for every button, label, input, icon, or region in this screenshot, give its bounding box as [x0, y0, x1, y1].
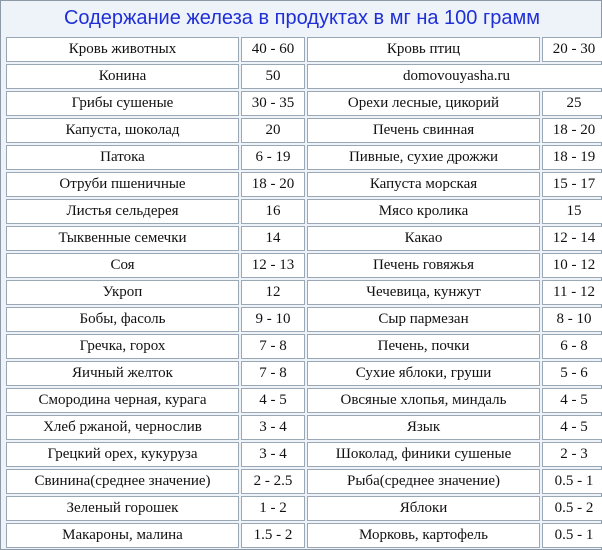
product-name-cell: Кровь животных	[6, 37, 239, 62]
table-row	[6, 199, 602, 224]
table-row	[6, 226, 602, 251]
table-row	[6, 118, 602, 143]
iron-value-cell: 1 - 2	[241, 496, 305, 521]
product-name-cell: Печень, почки	[307, 334, 540, 359]
product-name-cell: Отруби пшеничные	[6, 172, 239, 197]
product-name-cell: Гречка, горох	[6, 334, 239, 359]
product-name-cell: Сыр пармезан	[307, 307, 540, 332]
iron-value-cell: 2 - 2.5	[241, 469, 305, 494]
product-name-cell: Пивные, сухие дрожжи	[307, 145, 540, 170]
product-name-cell: Листья сельдерея	[6, 199, 239, 224]
table-row	[6, 523, 602, 548]
product-name-cell: Смородина черная, курага	[6, 388, 239, 413]
product-name-cell: Свинина(среднее значение)	[6, 469, 239, 494]
iron-value-cell: 12	[241, 280, 305, 305]
table-row	[6, 442, 602, 467]
iron-value-cell: 6 - 19	[241, 145, 305, 170]
table-row	[6, 415, 602, 440]
iron-value-cell: 0.5 - 1	[542, 523, 602, 548]
product-name-cell: Соя	[6, 253, 239, 278]
table-row	[6, 172, 602, 197]
product-name-cell: Кровь птиц	[307, 37, 540, 62]
iron-value-cell: 12 - 14	[542, 226, 602, 251]
table-row	[6, 253, 602, 278]
product-name-cell: Бобы, фасоль	[6, 307, 239, 332]
product-name-cell: Какао	[307, 226, 540, 251]
iron-value-cell: 4 - 5	[542, 388, 602, 413]
product-name-cell: Чечевица, кунжут	[307, 280, 540, 305]
iron-value-cell: 20 - 30	[542, 37, 602, 62]
product-name-cell: Патока	[6, 145, 239, 170]
product-name-cell: Тыквенные семечки	[6, 226, 239, 251]
iron-value-cell: 18 - 19	[542, 145, 602, 170]
iron-value-cell: 3 - 4	[241, 415, 305, 440]
product-name-cell: Сухие яблоки, груши	[307, 361, 540, 386]
product-name-cell: Хлеб ржаной, чернослив	[6, 415, 239, 440]
iron-value-cell: 20	[241, 118, 305, 143]
product-name-cell: Рыба(среднее значение)	[307, 469, 540, 494]
iron-value-cell: 50	[241, 64, 305, 89]
table-row	[6, 469, 602, 494]
iron-value-cell: 15 - 17	[542, 172, 602, 197]
iron-value-cell: 18 - 20	[542, 118, 602, 143]
iron-value-cell: 9 - 10	[241, 307, 305, 332]
iron-value-cell: 8 - 10	[542, 307, 602, 332]
table-row	[6, 334, 602, 359]
iron-value-cell: 7 - 8	[241, 334, 305, 359]
product-name-cell: Овсяные хлопья, миндаль	[307, 388, 540, 413]
page-title: Содержание железа в продуктах в мг на 100 грамм	[63, 7, 541, 29]
iron-value-cell: 18 - 20	[241, 172, 305, 197]
product-name-cell: Яблоки	[307, 496, 540, 521]
iron-value-cell: 5 - 6	[542, 361, 602, 386]
table-row	[6, 145, 602, 170]
table-row	[6, 280, 602, 305]
iron-value-cell: 10 - 12	[542, 253, 602, 278]
website-label: domovouyasha.ru	[307, 64, 602, 89]
iron-value-cell: 6 - 8	[542, 334, 602, 359]
product-name-cell: Укроп	[6, 280, 239, 305]
product-name-cell: Язык	[307, 415, 540, 440]
product-name-cell: Зеленый горошек	[6, 496, 239, 521]
table-row	[6, 388, 602, 413]
iron-value-cell: 12 - 13	[241, 253, 305, 278]
iron-value-cell: 3 - 4	[241, 442, 305, 467]
table-row	[6, 64, 602, 89]
iron-value-cell: 0.5 - 1	[542, 469, 602, 494]
table-row	[6, 37, 602, 62]
iron-value-cell: 0.5 - 2	[542, 496, 602, 521]
iron-value-cell: 16	[241, 199, 305, 224]
iron-value-cell: 2 - 3	[542, 442, 602, 467]
iron-value-cell: 15	[542, 199, 602, 224]
iron-value-cell: 4 - 5	[542, 415, 602, 440]
iron-value-cell: 25	[542, 91, 602, 116]
product-name-cell: Печень свинная	[307, 118, 540, 143]
product-name-cell: Конина	[6, 64, 239, 89]
iron-value-cell: 7 - 8	[241, 361, 305, 386]
iron-value-cell: 30 - 35	[241, 91, 305, 116]
product-name-cell: Макароны, малина	[6, 523, 239, 548]
product-name-cell: Орехи лесные, цикорий	[307, 91, 540, 116]
iron-value-cell: 11 - 12	[542, 280, 602, 305]
product-name-cell: Шоколад, финики сушеные	[307, 442, 540, 467]
table-row	[6, 91, 602, 116]
table-row	[6, 496, 602, 521]
iron-value-cell: 4 - 5	[241, 388, 305, 413]
product-name-cell: Грибы сушеные	[6, 91, 239, 116]
product-name-cell: Капуста морская	[307, 172, 540, 197]
iron-value-cell: 1.5 - 2	[241, 523, 305, 548]
product-name-cell: Морковь, картофель	[307, 523, 540, 548]
table-row	[6, 361, 602, 386]
product-name-cell: Грецкий орех, кукуруза	[6, 442, 239, 467]
product-name-cell: Капуста, шоколад	[6, 118, 239, 143]
product-name-cell: Яичный желток	[6, 361, 239, 386]
product-name-cell: Печень говяжья	[307, 253, 540, 278]
table-row	[6, 307, 602, 332]
iron-value-cell: 40 - 60	[241, 37, 305, 62]
iron-value-cell: 14	[241, 226, 305, 251]
product-name-cell: Мясо кролика	[307, 199, 540, 224]
iron-content-table	[4, 35, 602, 550]
